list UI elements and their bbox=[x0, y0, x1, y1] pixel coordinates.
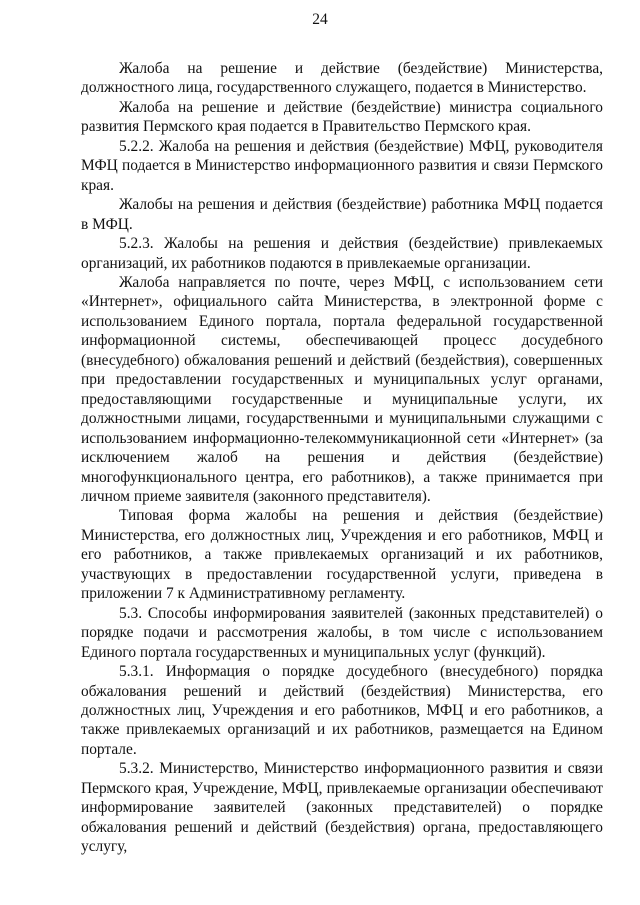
paragraph-5-2-3: 5.2.3. Жалобы на решения и действия (бездействие) привлекаемых организаций, их работников подаются в привлекаемые организации. bbox=[81, 235, 603, 272]
paragraph-complaint-ministry: Жалоба на решение и действие (бездействие) Министерства, должностного лица, государственного служащего, подается в Министерство. bbox=[81, 60, 603, 97]
document-body bbox=[81, 59, 603, 857]
paragraph-complaint-channels: Жалоба направляется по почте, через МФЦ, с использованием сети «Интернет», официального сайта Министерства, в электронной форме с использованием Единого портала, портала федеральной государственной информационной системы, обеспечивающей процесс досудебного (внесудебного) обжалования решений и действий (бездействия), совершенных при предоставлении государственных и муниципальных услуг органами, предоставляющими государственные и муниципальные услуги, их должностными лицами, государственными и муниципальными служащими с использованием информационно-телекоммуникационной сети «Интернет» (за исключением жалоб на решения и действия (бездействие) многофункционального центра, его работников), а также принимается при личном приеме заявителя (законного представителя). bbox=[81, 273, 603, 505]
paragraph-5-2-2: 5.2.2. Жалоба на решения и действия (бездействие) МФЦ, руководителя МФЦ подается в Министерство информационного развития и связи Пермского края. bbox=[81, 137, 603, 194]
page-number: 24 bbox=[312, 11, 328, 28]
paragraph-standard-form: Типовая форма жалобы на решения и действия (бездействие) Министерства, его должностных лиц, Учреждения и его работников, МФЦ и его работников, а также привлекаемых организаций и их работников, участвующих в предоставлении государственной услуги, приведена в приложении 7 к Административному регламенту. bbox=[81, 507, 603, 603]
paragraph-complaint-mfc-worker: Жалобы на решения и действия (бездействие) работника МФЦ подается в МФЦ. bbox=[81, 196, 603, 233]
paragraph-5-3-2: 5.3.2. Министерство, Министерство информационного развития и связи Пермского края, Учреждение, МФЦ, привлекаемые организации обеспечивают информирование заявителей (законных представителей) о порядке обжалования решений и действий (бездействия) органа, предоставляющего услугу, bbox=[81, 760, 603, 856]
paragraph-complaint-minister: Жалоба на решение и действие (бездействие) министра социального развития Пермского края подается в Правительство Пермского края. bbox=[81, 98, 603, 136]
paragraph-5-3: 5.3. Способы информирования заявителей (законных представителей) о порядке подачи и рассмотрения жалобы, в том числе с использованием Единого портала государственных и муниципальных услуг (функций). bbox=[81, 604, 603, 661]
paragraph-5-3-1: 5.3.1. Информация о порядке досудебного (внесудебного) порядка обжалования решений и действий (бездействия) Министерства, его должностных лиц, Учреждения и его работников, МФЦ и его работников, а также привлекаемых организаций и их работников, размещается на Едином портале. bbox=[81, 663, 603, 758]
